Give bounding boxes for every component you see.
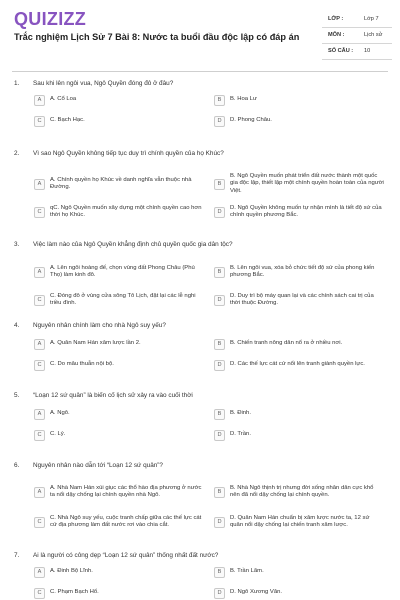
option-text: A. Ngô.: [50, 410, 70, 417]
answer-option-b[interactable]: [214, 172, 386, 196]
option-letter-badge: D: [214, 116, 225, 127]
option-letter-badge: D: [214, 360, 225, 371]
worksheet-header: [0, 0, 400, 70]
option-text: B. Đinh.: [230, 410, 251, 417]
answer-option-a[interactable]: [34, 261, 206, 283]
option-text: B. Trần Lãm.: [230, 568, 264, 575]
option-letter-badge: D: [214, 588, 225, 599]
answer-option-c[interactable]: [34, 114, 206, 128]
meta-subject-value: Lịch sử: [364, 32, 383, 38]
option-text: A. Lên ngôi hoàng đế, chọn vùng đất Phong Châu (Phú Thọ) làm kinh đô.: [50, 264, 195, 278]
option-text: A. Nhà Nam Hán xúi giục các thổ hào địa phương ở nước ta nổi dậy chống lại chính quyền nhà Ngô.: [50, 484, 202, 498]
worksheet-title: Trắc nghiệm Lịch Sử 7 Bài 8: Nước ta buổi đầu độc lập có đáp án: [14, 32, 300, 42]
option-text: D. Ngô Xương Văn.: [230, 589, 283, 596]
option-text: A. Chính quyền họ Khúc về danh nghĩa vẫn thuộc nhà Đường.: [50, 176, 192, 190]
answer-option-d[interactable]: [214, 200, 386, 224]
answer-option-d[interactable]: [214, 114, 386, 128]
question-number: 1.: [14, 80, 20, 87]
answer-option-c[interactable]: [34, 510, 206, 534]
option-text: C. Bạch Hạc.: [50, 117, 85, 124]
answer-option-b[interactable]: [214, 407, 386, 421]
option-text: C. Phạm Bạch Hổ.: [50, 589, 99, 596]
question-number: 4.: [14, 322, 20, 329]
question-number: 5.: [14, 392, 20, 399]
option-letter-badge: C: [34, 295, 45, 306]
answer-option-c[interactable]: [34, 289, 206, 311]
option-letter-badge: A: [34, 95, 45, 106]
meta-grade: [322, 14, 392, 28]
option-text: D. Quân Nam Hán chuẩn bị xâm lược nước ta, 12 sứ quân nổi dậy chống lại chiến tranh xâm lược.: [230, 514, 370, 528]
option-letter-badge: B: [214, 179, 225, 190]
option-letter-badge: B: [214, 567, 225, 578]
option-letter-badge: C: [34, 207, 45, 218]
question-text: Vì sao Ngô Quyền không tiếp tục duy trì chính quyền của họ Khúc?: [33, 150, 224, 157]
answer-option-d[interactable]: [214, 358, 386, 372]
option-letter-badge: C: [34, 588, 45, 599]
option-letter-badge: B: [214, 339, 225, 350]
meta-subject: [322, 30, 392, 44]
meta-subject-label: MÔN :: [328, 32, 345, 38]
option-text: A. Quân Nam Hán xâm lược lần 2.: [50, 340, 141, 347]
option-letter-badge: C: [34, 517, 45, 528]
question-text: Việc làm nào của Ngô Quyền khẳng định chủ quyền quốc gia dân tộc?: [33, 241, 233, 248]
option-letter-badge: B: [214, 267, 225, 278]
option-letter-badge: C: [34, 360, 45, 371]
question-text: Nguyên nhân nào dẫn tới “Loạn 12 sứ quân”?: [33, 462, 163, 469]
question-number: 3.: [14, 241, 20, 248]
option-text: C. Nhà Ngô suy yếu, cuộc tranh chấp giữa các thế lực cát cứ địa phương làm đất nước rơi vào chia cắt.: [50, 514, 202, 528]
answer-option-a[interactable]: [34, 565, 206, 579]
question-text: Nguyên nhân chính làm cho nhà Ngô suy yếu?: [33, 322, 166, 329]
option-letter-badge: A: [34, 487, 45, 498]
answer-option-b[interactable]: [214, 93, 386, 107]
question-number: 6.: [14, 462, 20, 469]
question-text: Sau khi lên ngôi vua, Ngô Quyền đóng đô ở đâu?: [33, 80, 174, 87]
answer-option-a[interactable]: [34, 93, 206, 107]
option-letter-badge: D: [214, 207, 225, 218]
meta-count-value: 10: [364, 48, 371, 54]
option-letter-badge: D: [214, 430, 225, 441]
question-number: 7.: [14, 552, 20, 559]
option-text: D. Phong Châu.: [230, 117, 272, 124]
option-letter-badge: B: [214, 487, 225, 498]
option-text: A. Cổ Loa: [50, 96, 77, 103]
option-letter-badge: A: [34, 409, 45, 420]
answer-option-c[interactable]: [34, 586, 206, 600]
answer-option-a[interactable]: [34, 407, 206, 421]
answer-option-b[interactable]: [214, 480, 386, 504]
question-text: “Loạn 12 sứ quân” là biến cố lịch sử xảy ra vào cuối thời: [33, 392, 193, 399]
option-text: D. Các thế lực cát cứ nổi lên tranh giành quyền lực.: [230, 361, 365, 368]
answer-option-b[interactable]: [214, 337, 386, 351]
meta-divider: [322, 43, 392, 44]
answer-option-a[interactable]: [34, 480, 206, 504]
option-letter-badge: B: [214, 95, 225, 106]
answer-option-b[interactable]: [214, 565, 386, 579]
answer-option-a[interactable]: [34, 337, 206, 351]
option-text: D. Trần.: [230, 431, 251, 438]
answer-option-d[interactable]: [214, 428, 386, 442]
answer-option-b[interactable]: [214, 261, 386, 283]
option-text: C. Đóng đô ở vùng cửa sông Tô Lịch, đặt lại các lễ nghi triều đình.: [50, 292, 196, 306]
option-letter-badge: D: [214, 517, 225, 528]
option-text: B. Hoa Lư: [230, 96, 257, 103]
option-text: qC. Ngô Quyền muốn xây dựng một chính quyền cao hơn thời họ Khúc.: [50, 204, 202, 218]
answer-option-c[interactable]: [34, 358, 206, 372]
option-letter-badge: B: [214, 409, 225, 420]
option-text: C. Lý.: [50, 431, 66, 438]
option-letter-badge: A: [34, 179, 45, 190]
meta-divider: [322, 59, 392, 60]
option-text: B. Chiến tranh nông dân nổ ra ở nhiều nơi.: [230, 340, 343, 347]
meta-grade-label: LỚP :: [328, 16, 344, 22]
option-text: D. Ngô Quyền không muốn tự nhận mình là tiết độ sứ của chính quyền phương Bắc.: [230, 204, 382, 218]
question-number: 2.: [14, 150, 20, 157]
option-text: B. Nhà Ngô thịnh trị nhưng đời sống nhân dân cực khổ nên đã nổi dậy chống lại chính quyền.: [230, 484, 374, 498]
meta-grade-value: Lớp 7: [364, 16, 379, 22]
answer-option-a[interactable]: [34, 172, 206, 196]
option-letter-badge: A: [34, 267, 45, 278]
option-letter-badge: C: [34, 430, 45, 441]
answer-option-c[interactable]: [34, 200, 206, 224]
option-text: D. Duy trì bộ máy quan lại và các chính sách cai trị của thời thuộc Đường.: [230, 292, 374, 306]
answer-option-d[interactable]: [214, 586, 386, 600]
option-letter-badge: A: [34, 567, 45, 578]
option-letter-badge: A: [34, 339, 45, 350]
answer-option-c[interactable]: [34, 428, 206, 442]
meta-divider: [322, 27, 392, 28]
option-text: B. Lên ngôi vua, xóa bỏ chức tiết độ sứ của phong kiến phương Bắc.: [230, 264, 375, 278]
header-divider: [12, 71, 388, 72]
option-text: A. Đinh Bộ Lĩnh.: [50, 568, 93, 575]
option-letter-badge: C: [34, 116, 45, 127]
answer-option-d[interactable]: [214, 510, 386, 534]
option-text: C. Do mâu thuẫn nội bộ.: [50, 361, 114, 368]
option-letter-badge: D: [214, 295, 225, 306]
answer-option-d[interactable]: [214, 289, 386, 311]
quizizz-logo: QUIZIZZ: [14, 9, 87, 29]
meta-count-label: SỐ CÂU :: [328, 48, 354, 54]
question-text: Ai là người có công dẹp “Loạn 12 sứ quân” thống nhất đất nước?: [33, 552, 219, 559]
option-text: B. Ngô Quyền muốn phát triển đất nước thành một quốc gia độc lập, thiết lập một chính quyền hoàn toàn của người Việt.: [230, 173, 384, 194]
meta-count: [322, 46, 392, 60]
